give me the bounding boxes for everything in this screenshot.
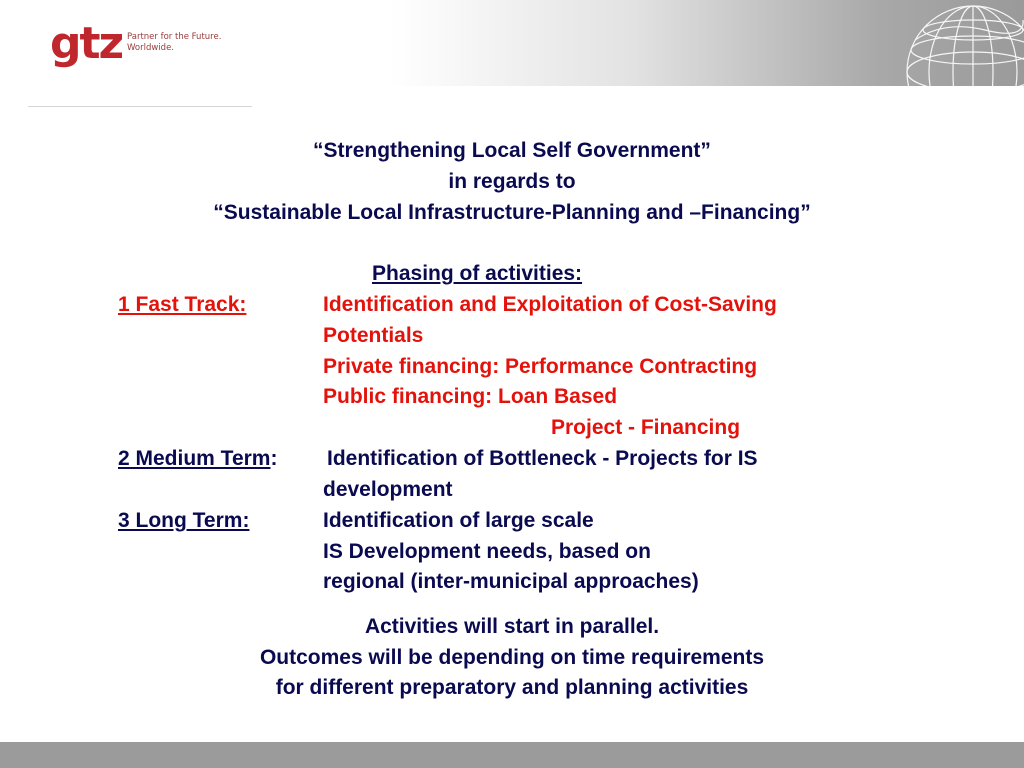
tagline-line2: Worldwide. <box>127 43 174 53</box>
long-term-line2: IS Development needs, based on <box>323 540 651 563</box>
header-divider <box>28 106 252 107</box>
long-term-label: 3 Long Term: <box>118 509 250 532</box>
fast-track-line1: Identification and Exploitation of Cost-Saving <box>323 293 777 316</box>
long-term-line3: regional (inter-municipal approaches) <box>323 570 699 593</box>
medium-term-label-group <box>118 447 277 471</box>
fast-track-line5: Project - Financing <box>551 416 741 439</box>
closing-line1: Activities will start in parallel. <box>364 615 660 638</box>
globe-icon <box>895 0 1024 86</box>
medium-term-colon: : <box>270 447 278 470</box>
gtz-logo: gtz <box>50 18 123 69</box>
closing-line2: Outcomes will be depending on time requirements <box>259 646 765 669</box>
tagline-line1: Partner for the Future. <box>127 32 222 42</box>
title-line1: “Strengthening Local Self Government” <box>313 139 711 162</box>
fast-track-label: 1 Fast Track: <box>118 293 247 316</box>
medium-term-label: 2 Medium Term <box>118 447 271 470</box>
logo-tagline <box>127 32 221 54</box>
phasing-heading: Phasing of activities: <box>372 262 583 285</box>
fast-track-line4: Public financing: Loan Based <box>323 385 618 408</box>
medium-term-line2: development <box>323 478 453 501</box>
title-line3: “Sustainable Local Infrastructure-Planning and –Financing” <box>213 201 811 224</box>
fast-track-line3: Private financing: Performance Contracting <box>323 355 758 378</box>
title-line2: in regards to <box>448 170 576 193</box>
medium-term-line1: Identification of Bottleneck - Projects for IS <box>327 447 758 470</box>
closing-line3: for different preparatory and planning activities <box>275 676 749 699</box>
footer-bar <box>0 742 1024 768</box>
long-term-line1: Identification of large scale <box>323 509 594 532</box>
fast-track-line2: Potentials <box>323 324 424 347</box>
